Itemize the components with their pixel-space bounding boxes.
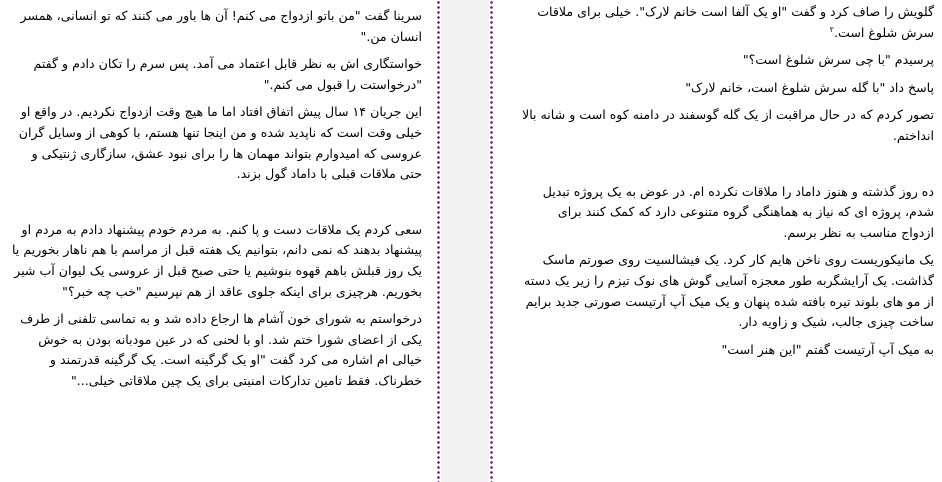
paragraph-spacer [522,154,934,182]
right-page [496,0,942,482]
page-border-dotted [489,0,494,482]
paragraph: سعی کردم یک ملاقات دست و پا کنم. به مردم خودم پیشنهاد دادم به مردم او پیشنهاد بدهند که نمی دانم، بتوانیم یک هفته قبل از مراسم با هم ناهار بخوریم یا یک روز قبلش باهم قهوه بنوشیم یا حتی صبح قبل از عروسی یک لیوان آب شیر بخوریم. هرچیزی برای اینکه جلوی عاقد از هم نپرسیم "خب چه خبر؟" [11,221,422,299]
paragraph: ده روز گذشته و هنوز داماد را ملاقات نکرده ام. در عوض به یک پروژه تبدیل شدم، پروژه ای که نیاز به هماهنگی گروه متنوعی دارد که کمک کنند برای ازدواج مناسب به نظر برسم. [542,183,934,240]
paragraph: پرسیدم "با چی سرش شلوغ است؟" [742,52,934,68]
left-page [0,0,430,482]
paragraph: تصور کردم که در حال مراقبت از یک گله گوسفند در دامنه کوه است و شانه بالا انداختم. [522,107,934,143]
footnote-marker[interactable]: ۲ [829,24,834,34]
paragraph: درخواستم به شورای خون آشام ها ارجاع داده شد و به تماسی تلفنی از طرف یکی از اعضای شورا ختم شد. او با لحنی که در عین مودبانه بودن به خوش خیالی ام اشاره می کرد گفت "او یک گرگینه است. یک گرگینه قدرتمند و خطرناک. فقط تامین تدارکات امنیتی برای یک چین ملاقاتی خیلی..." [20,311,422,388]
paragraph: به میک آپ آرتیست گفتم "این هنر است" [721,341,934,357]
paragraph: سرینا گفت "من باتو ازدواج می کنم! آن ها باور می کنند که تو انسانی، همسر انسان من." [20,8,422,44]
paragraph: خواستگاری اش به نظر قابل اعتماد می آمد. پس سرم را تکان دادم و گفتم "درخواستت را قبول می کنم." [33,56,422,92]
paragraph: این جریان ۱۴ سال پیش اتفاق افتاد اما ما هیچ وقت ازدواج نکردیم. در واقع او خیلی وقت است که ناپدید شده و من اینجا تنها هستم، با کوهی از وسایل گران عروسی که امیدوارم بتواند مهمان ها را برای نبود عشق، سازگاری ژنتیکی و حتی ملاقات قبلی با داماد گول بزند. [18,104,422,182]
paragraph-spacer [10,192,422,220]
paragraph: یک مانیکوریست روی ناخن هایم کار کرد. یک فیشالسیت روی صورتم ماسک گذاشت. یک آرایشگربه طور معجزه آسایی گوش های نوک تیزم را زیر یک دسته از مو های بلوند تیره بافته شده پنهان و یک میک آپ آرتیست صورتی جدید برایم ساخت چیزی جالب، شیک و زاویه دار. [524,252,934,330]
paragraph: پاسخ داد "با گله سرش شلوغ است، خانم لارک" [685,79,934,95]
page-gap [441,0,489,482]
paragraph-text: گلویش را صاف کرد و گفت "او یک آلفا است خانم لارک". خیلی برای ملاقات سرش شلوغ است. [537,4,934,40]
paragraph [522,2,934,43]
